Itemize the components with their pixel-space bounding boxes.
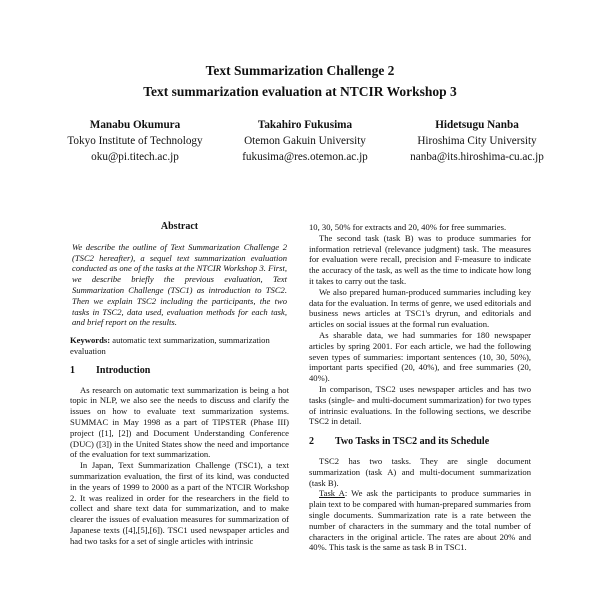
task-a-text: : We ask the participants to produce summaries in plain text to be compared with human-prepared summaries from single documents. Summarization rate is a rate between the number of characters in the summary and the total number of characters in the original article. The rates are about 20% and 40%. This task is the same as task B in TSC1. (309, 488, 531, 553)
author-affiliation: Otemon Gakuin University (244, 135, 366, 147)
author-name: Takahiro Fukusima (257, 119, 353, 131)
author-name: Manabu Okumura (89, 119, 181, 131)
author-email: oku@pi.titech.ac.jp (91, 151, 179, 163)
intro-paragraph-1: As research on automatic text summarization is being a hot topic in NLP, we also see the needs to discuss and clarify the issues on how to evaluate text summarization systems. SUMMAC in May 1998 as a part of TIPSTER (Phase III) project ([1], [2]) and Document Understanding Conference (DUC) ([3]) in the United States show the need and importance of the evaluation for text summarization. (70, 384, 289, 460)
body-paragraph: We also prepared human-produced summaries including key data for the evaluation. In terms of genre, we used editorials and business news articles at TSC1's dryrun, and editorials and articles on social issues at the formal run evaluation. (309, 286, 531, 330)
spacer (309, 427, 531, 431)
author-email: fukusima@res.otemon.ac.jp (242, 151, 368, 163)
author-email: nanba@its.hiroshima-cu.ac.jp (410, 151, 544, 163)
section2-paragraph-1: TSC2 has two tasks. They are single document summarization (task A) and multi-document summarization (task B). (309, 455, 531, 488)
keywords (70, 335, 289, 357)
author-affiliation: Hiroshima City University (417, 135, 537, 147)
paper-title-line2: Text summarization evaluation at NTCIR Workshop 3 (143, 84, 457, 99)
task-a-label: Task A (319, 488, 345, 499)
keywords-text: automatic text summarization, summarization evaluation (70, 335, 270, 356)
section2-paragraph-2 (309, 488, 531, 553)
section-title: Introduction (96, 364, 151, 376)
section-1-heading (70, 366, 289, 377)
right-column (309, 222, 531, 553)
author-name: Hidetsugu Nanba (435, 119, 519, 131)
body-paragraph: The second task (task B) was to produce summaries for information retrieval (relevance judgment) task. The measures for evaluation were recall, precision and F-measure to indicate the accuracy of the task, as well as the time to indicate how long it takes to carry out the task. (309, 232, 531, 286)
body-paragraph: In comparison, TSC2 uses newspaper articles and has two tasks (single- and multi-document summarization) for two types of intrinsic evaluations. In the following sections, we describe TSC2 in detail. (309, 383, 531, 427)
author-block-1 (50, 117, 220, 165)
abstract-text: We describe the outline of Text Summarization Challenge 2 (TSC2 hereafter), a sequel text summarization evaluation conducted as one of the tasks at the NTCIR Workshop 3. First, we describe briefly the previous evaluation, Text Summarization Challenge (TSC1) as introduction to TSC2. Then we explain TSC2 including the participants, the two tasks in TSC2, data used, evaluation methods for each task, and brief report on the results. (72, 241, 287, 328)
author-affiliation: Tokyo Institute of Technology (67, 135, 203, 147)
section-number: 1 (70, 364, 75, 376)
author-block-3 (392, 117, 562, 165)
body-paragraph-continued: 10, 30, 50% for extracts and 20, 40% for free summaries. (309, 222, 507, 232)
paper-title-line1: Text Summarization Challenge 2 (205, 63, 395, 78)
section-2-heading (309, 437, 531, 448)
keywords-label: Keywords: (70, 335, 111, 346)
abstract-heading: Abstract (160, 221, 199, 232)
section-title: Two Tasks in TSC2 and its Schedule (335, 436, 490, 448)
left-column (70, 222, 289, 547)
body-paragraph: As sharable data, we had summaries for 180 newspaper articles by spring 2001. For each article, we had the following seven types of summaries: important sentences (10, 30, 50%), important parts specified (20, 40%), and free summaries (20, 40%). (309, 329, 531, 384)
intro-paragraph-2: In Japan, Text Summarization Challenge (TSC1), a text summarization evaluation, the first of its kind, was conducted in the years of 1999 to 2000 as a part of the NTCIR Workshop 2. It was realized in order for the researchers in the field to collect and share text data for summarization, and to make clearer the issues of evaluation measures for summarization of Japanese texts ([4],[5],[6]). TSC1 used newspaper articles and had two tasks for a set of single articles with intrinsic (70, 460, 289, 546)
author-block-2 (222, 117, 388, 165)
section-number: 2 (309, 436, 314, 448)
